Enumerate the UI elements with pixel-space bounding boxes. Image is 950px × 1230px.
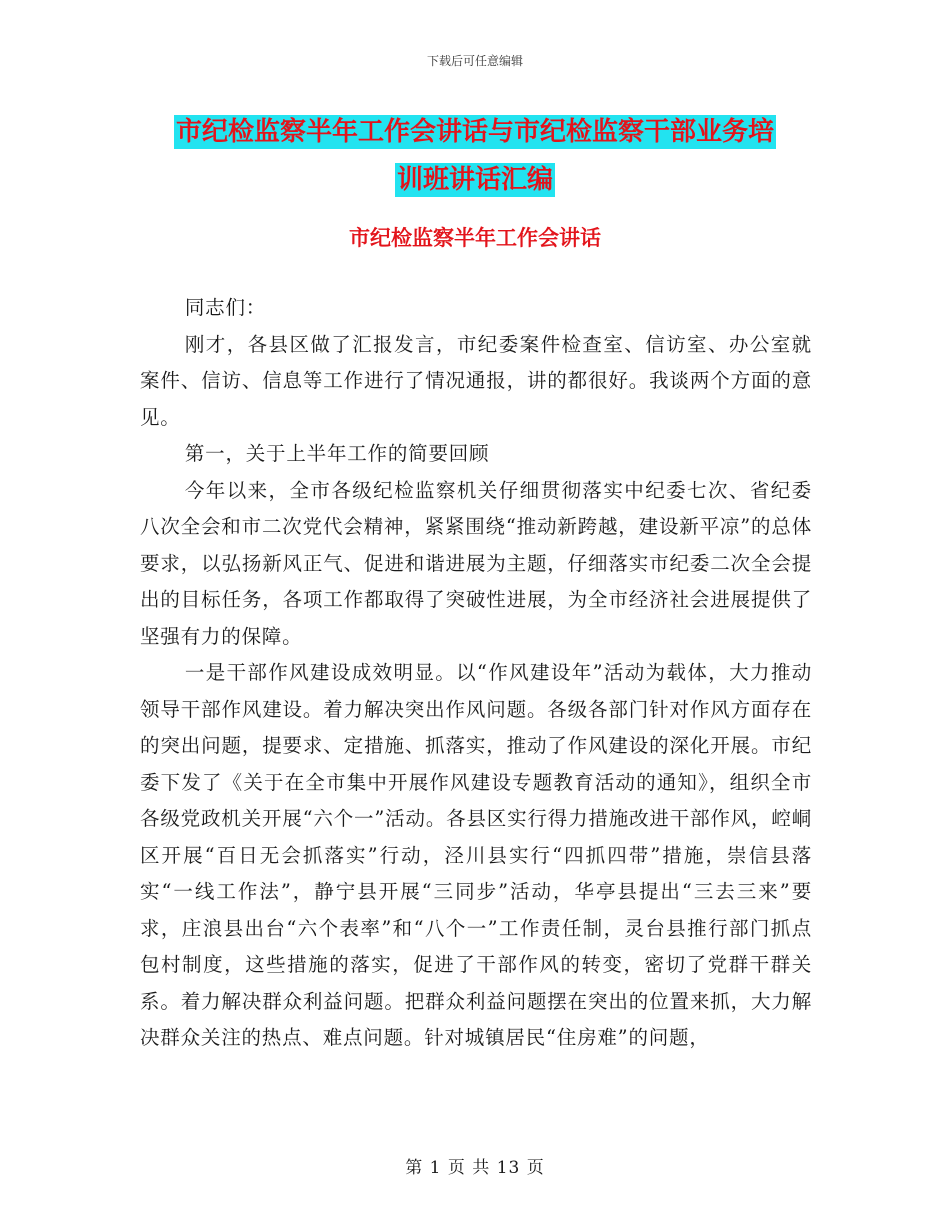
paragraph-salutation: 同志们： — [184, 296, 267, 319]
document-body — [140, 290, 812, 1057]
paragraph-cadre-style: 一是干部作风建设成效明显。以“作风建设年”活动为载体，大力推动领导干部作风建设。着力解决突出作风问题。各级各部门针对作风方面存在的突出问题，提要求、定措施、抓落实，推动了作风建设的深化开展。市纪委下发了《关于在全市集中开展作风建设专题教育活动的通知》，组织全市各级党政机关开展“六个一”活动。各县区实行得力措施改进干部作风，崆峒区开展“百日无会抓落实”行动，泾川县实行“四抓四带”措施，崇信县落实“一线工作法”，静宁县开展“三同步”活动，华亭县提出“三去三来”要求，庄浪县出台“六个表率”和“八个一”工作责任制，灵台县推行部门抓点包村制度，这些措施的落实，促进了干部作风的转变，密切了党群干群关系。着力解决群众利益问题。把群众利益问题摆在突出的位置来抓，大力解决群众关注的热点、难点问题。针对城镇居民“住房难”的问题， — [140, 661, 812, 1049]
document-title — [140, 108, 810, 204]
paragraph-review: 今年以来，全市各级纪检监察机关仔细贯彻落实中纪委七次、省纪委八次全会和市二次党代会精神，紧紧围绕“推动新跨越，建设新平凉”的总体要求，以弘扬新风正气、促进和谐进展为主题，仔细落实市纪委二次全会提出的目标任务，各项工作都取得了突破性进展，为全市经济社会进展提供了坚强有力的保障。 — [140, 478, 812, 648]
page-header-note: 下载后可任意编辑 — [426, 54, 523, 68]
paragraph-intro: 刚才，各县区做了汇报发言，市纪委案件检查室、信访室、办公室就案件、信访、信息等工作进行了情况通报，讲的都很好。我谈两个方面的意见。 — [140, 332, 812, 429]
section-title: 市纪检监察半年工作会讲话 — [349, 225, 601, 250]
paragraph-heading-first: 第一，关于上半年工作的简要回顾 — [184, 442, 490, 465]
page-number-footer: 第 1 页 共 13 页 — [405, 1158, 545, 1178]
document-title-line-1: 市纪检监察半年工作会讲话与市纪检监察干部业务培 — [175, 117, 774, 147]
document-title-line-2: 训班讲话汇编 — [396, 165, 553, 195]
